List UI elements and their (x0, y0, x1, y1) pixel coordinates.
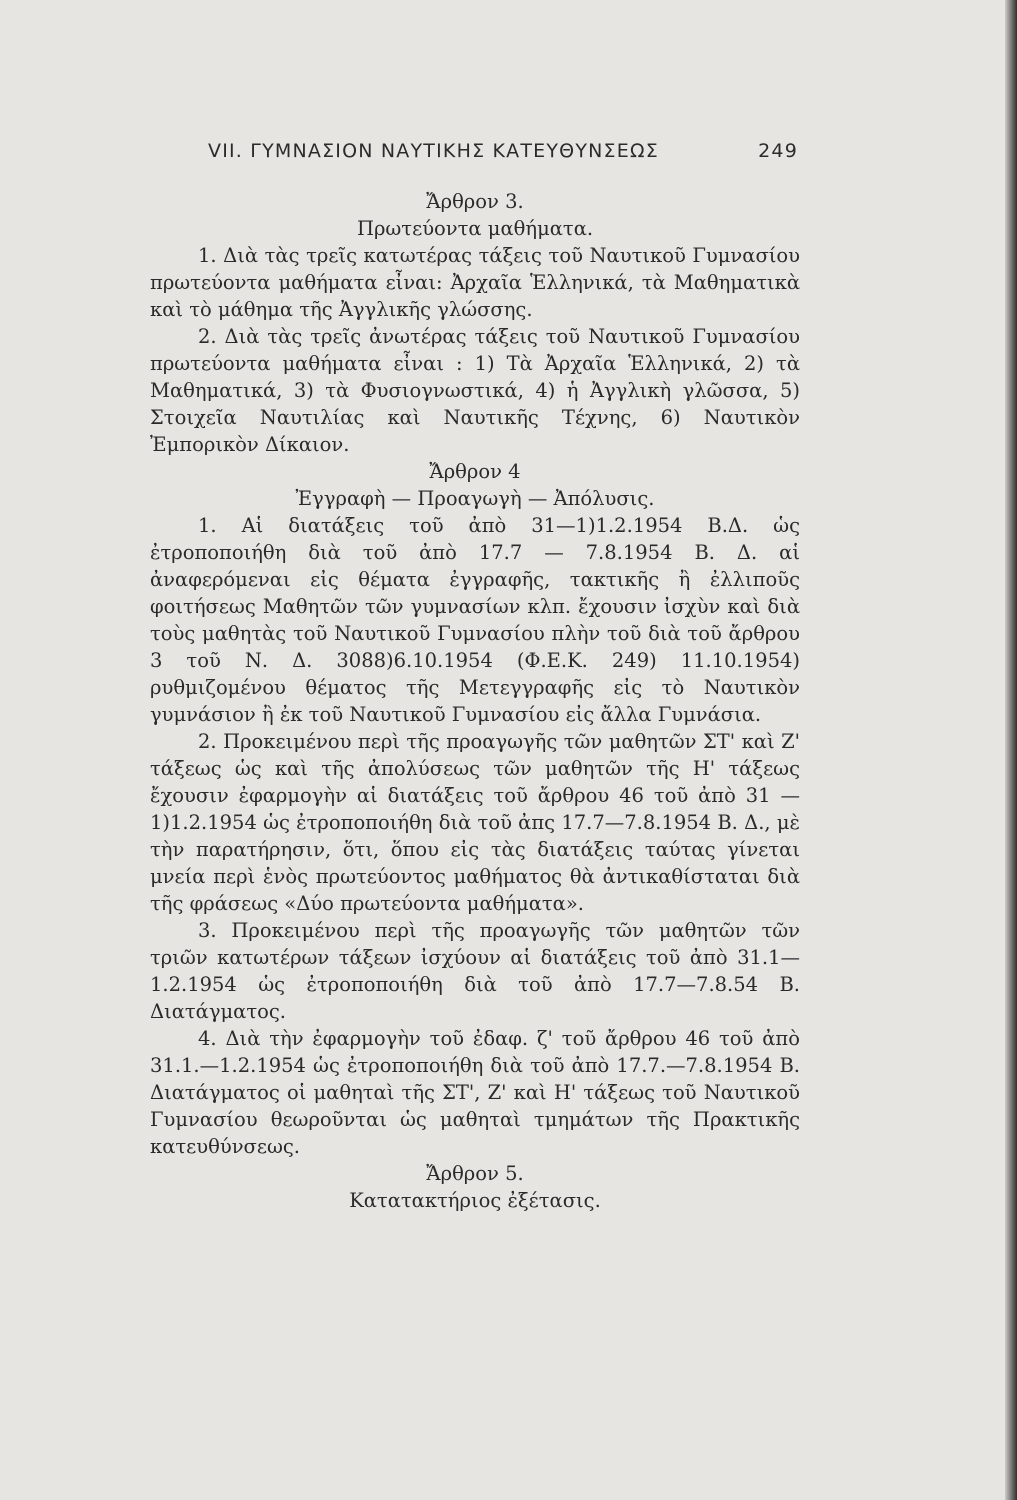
running-head (208, 140, 798, 162)
page-number: 249 (758, 140, 798, 162)
article-5-subheading: Κατατακτήριος ἐξέτασις. (349, 1189, 601, 1212)
article-4-heading: Ἄρθρον 4 (429, 460, 521, 483)
article-3-heading: Ἄρθρον 3. (426, 190, 524, 213)
article-4-paragraph-3: 3. Προκειμένου περὶ τῆς προαγωγῆς τῶν μαθητῶν τῶν τριῶν κατωτέρων τάξεων ἰσχύουν αἱ διατάξεις τοῦ ἀπὸ 31.1—1.2.1954 ὡς ἐτροποποιήθη διὰ τοῦ ἀπὸ 17.7—7.8.54 Β. Διατάγματος. (150, 919, 800, 1023)
article-3-subheading: Πρωτεύοντα μαθήματα. (356, 217, 594, 240)
article-3-paragraph-1: 1. Διὰ τὰς τρεῖς κατωτέρας τάξεις τοῦ Ναυτικοῦ Γυμνασίου πρωτεύοντα μαθήματα εἶναι: Ἀρχαῖα Ἑλληνικά, τὰ Μαθηματικὰ καὶ τὸ μάθημα τῆς Ἀγγλικῆς γλώσσης. (150, 244, 800, 321)
article-4-paragraph-2: 2. Προκειμένου περὶ τῆς προαγωγῆς τῶν μαθητῶν ΣΤ' καὶ Ζ' τάξεως ὡς καὶ τῆς ἀπολύσεως τῶν μαθητῶν τῆς Η' τάξεως ἔχουσιν ἐφαρμογὴν αἱ διατάξεις τοῦ ἄρθρου 46 τοῦ ἀπὸ 31 —1)1.2.1954 ὡς ἐτροποποιήθη διὰ τοῦ ἀπς 17.7—7.8.1954 Β. Δ., μὲ τὴν παρατήρησιν, ὅτι, ὅπου εἰς τὰς διατάξεις ταύτας γίνεται μνεία περὶ ἑνὸς πρωτεύοντος μαθήματος θὰ ἀντικαθίσταται διὰ τῆς φράσεως «Δύο πρωτεύοντα μαθήματα». (150, 730, 800, 915)
scan-edge-shadow (1005, 0, 1017, 1500)
article-4-paragraph-1: 1. Αἱ διατάξεις τοῦ ἀπὸ 31—1)1.2.1954 Β.Δ. ὡς ἐτροποποιήθη διὰ τοῦ ἀπὸ 17.7 — 7.8.1954 Β. Δ. αἱ ἀναφερόμεναι εἰς θέματα ἐγγραφῆς, τακτικῆς ἢ ἐλλιποῦς φοιτήσεως Μαθητῶν τῶν γυμνασίων κλπ. ἔχουσιν ἰσχὺν καὶ διὰ τοὺς μαθητὰς τοῦ Ναυτικοῦ Γυμνασίου πλὴν τοῦ διὰ τοῦ ἄρθρου 3 τοῦ Ν. Δ. 3088)6.10.1954 (Φ.Ε.Κ. 249) 11.10.1954) ρυθμιζομένου θέματος τῆς Μετεγγραφῆς εἰς τὸ Ναυτικὸν γυμνάσιον ἢ ἐκ τοῦ Ναυτικοῦ Γυμνασίου εἰς ἄλλα Γυμνάσια. (150, 514, 800, 726)
chapter-title: VII. ΓΥΜΝΑΣΙΟΝ ΝΑΥΤΙΚΗΣ ΚΑΤΕΥΘΥΝΣΕΩΣ (208, 140, 659, 162)
article-3-paragraph-2: 2. Διὰ τὰς τρεῖς ἀνωτέρας τάξεις τοῦ Ναυτικοῦ Γυμνασίου πρωτεύοντα μαθήματα εἶναι : 1) Τὰ Ἀρχαῖα Ἑλληνικά, 2) τὰ Μαθηματικά, 3) τὰ Φυσιογνωστικά, 4) ἡ Ἀγγλικὴ γλῶσσα, 5) Στοιχεῖα Ναυτιλίας καὶ Ναυτικῆς Τέχνης, 6) Ναυτικὸν Ἐμπορικὸν Δίκαιον. (150, 325, 800, 456)
book-page (150, 140, 800, 1214)
article-4-paragraph-4: 4. Διὰ τὴν ἐφαρμογὴν τοῦ ἐδαφ. ζ' τοῦ ἄρθρου 46 τοῦ ἀπὸ 31.1.—1.2.1954 ὡς ἐτροποποιήθη διὰ τοῦ ἀπὸ 17.7.—7.8.1954 Β. Διατάγματος οἱ μαθηταὶ τῆς ΣΤ', Ζ' καὶ Η' τάξεως τοῦ Ναυτικοῦ Γυμνασίου θεωροῦνται ὡς μαθηταὶ τμημάτων τῆς Πρακτικῆς κατευθύνσεως. (150, 1027, 800, 1158)
article-4-subheading: Ἐγγραφὴ — Προαγωγὴ — Ἀπόλυσις. (295, 487, 655, 510)
article-5-heading: Ἄρθρον 5. (426, 1162, 524, 1185)
